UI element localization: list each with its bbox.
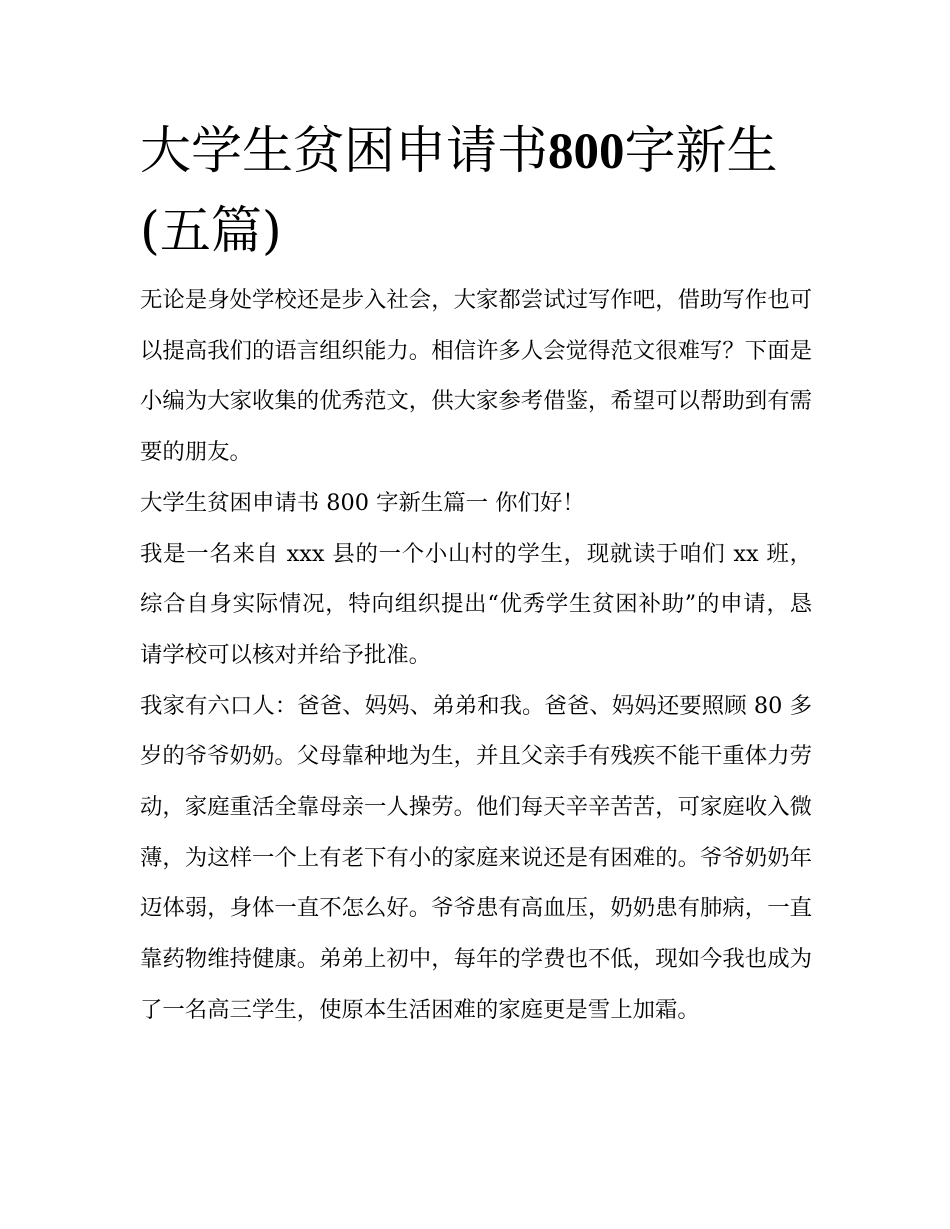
document-title (140, 112, 820, 271)
self-introduction-paragraph: 我是一名来自 xxx 县的一个小山村的学生，现就读于咱们 xx 班，综合自身实际情况，特向组织提出“优秀学生贫困补助”的申请，恳请学校可以核对并给予批准。 (140, 540, 812, 668)
intro-paragraph: 无论是身处学校还是步入社会，大家都尝试过写作吧，借助写作也可以提高我们的语言组织能力。相信许多人会觉得范文很难写？下面是小编为大家收集的优秀范文，供大家参考借鉴，希望可以帮助到有需要的朋友。 (140, 287, 812, 466)
family-situation-paragraph: 我家有六口人：爸爸、妈妈、弟弟和我。爸爸、妈妈还要照顾 80 多岁的爷爷奶奶。父母靠种地为生，并且父亲手有残疾不能干重体力劳动，家庭重活全靠母亲一人操劳。他们每天辛辛苦苦，可家庭收入微薄，为这样一个上有老下有小的家庭来说还是有困难的。爷爷奶奶年迈体弱，身体一直不怎么好。爷爷患有高血压，奶奶患有肺病，一直靠药物维持健康。弟弟上初中，每年的学费也不低，现如今我也成为了一名高三学生，使原本生活困难的家庭更是雪上加霜。 (140, 692, 812, 1023)
title-text-part2: 字新生(五篇) (140, 122, 778, 261)
section-heading-paragraph: 大学生贫困申请书 800 字新生篇一 你们好！ (140, 489, 585, 516)
document-body (140, 275, 812, 1036)
title-text-part1: 大学生贫困申请书 (140, 122, 549, 181)
title-number: 800 (548, 124, 625, 180)
